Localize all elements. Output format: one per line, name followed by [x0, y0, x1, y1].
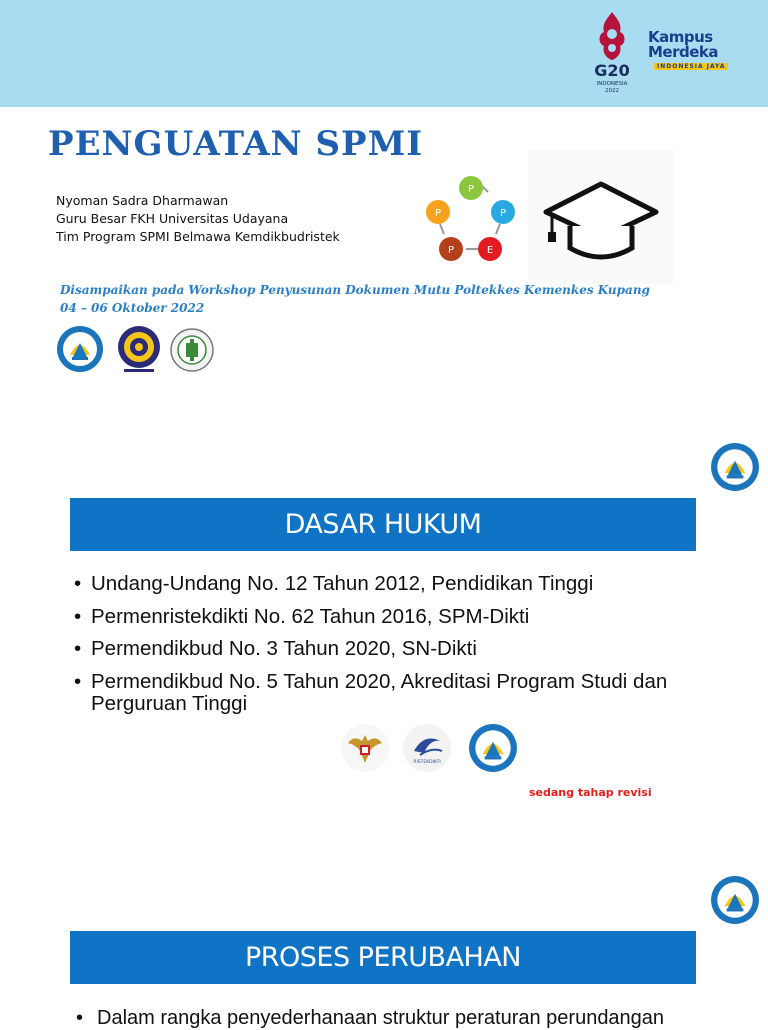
- km-tagline: INDONESIA JAYA: [654, 63, 728, 70]
- author-name: Nyoman Sadra Dharmawan: [56, 193, 229, 208]
- kampus-merdeka-logo: [648, 28, 738, 74]
- event-info: [60, 281, 650, 317]
- tut-wuri-handayani-logo: [710, 875, 760, 925]
- slide-proses-perubahan: [0, 850, 768, 1029]
- revision-note: sedang tahap revisi: [529, 786, 652, 799]
- list-item: • Permendikbud No. 5 Tahun 2020, Akreditasi Program Studi dan Perguruan Tinggi: [74, 671, 694, 715]
- ristekdikti-label: RISTEKDIKTI: [413, 760, 441, 765]
- cycle-letter: P: [434, 208, 442, 219]
- list-item: • Permenristekdikti No. 62 Tahun 2016, SPM-Dikti: [74, 606, 694, 628]
- tut-wuri-handayani-logo: [468, 723, 518, 773]
- g20-year: 2022: [605, 88, 619, 94]
- cycle-letter: P: [499, 208, 507, 219]
- km-line2: Merdeka: [648, 43, 719, 61]
- event-title: Disampaikan pada Workshop Penyusunan Dokumen Mutu Poltekkes Kemenkes Kupang: [60, 283, 650, 297]
- g20-logo: [586, 10, 638, 96]
- slide-title: [0, 0, 768, 415]
- author-team: Tim Program SPMI Belmawa Kemdikbudristek: [56, 229, 340, 244]
- cycle-letter: P: [447, 245, 455, 256]
- udayana-logo: [116, 325, 162, 373]
- author-block: [56, 192, 340, 246]
- page-title: PENGUATAN SPMI: [48, 124, 424, 164]
- ppepp-cycle-diagram: [420, 172, 526, 268]
- graduation-cap-icon: [528, 150, 674, 284]
- list-item: • Undang-Undang No. 12 Tahun 2012, Pendidikan Tinggi: [74, 573, 694, 595]
- garuda-pancasila-logo: [340, 723, 390, 773]
- poltekkes-kupang-logo: [170, 325, 214, 375]
- cycle-letter: E: [486, 245, 494, 256]
- g20-country: INDONESIA: [596, 81, 628, 87]
- cycle-letter: P: [467, 184, 475, 195]
- section-heading: DASAR HUKUM: [70, 498, 696, 551]
- km-line1: Kampus: [648, 28, 713, 46]
- event-date: 04 – 06 Oktober 2022: [60, 301, 205, 315]
- section-heading: PROSES PERUBAHAN: [70, 931, 696, 984]
- slide-dasar-hukum: [0, 415, 768, 850]
- list-item-text: Dalam rangka penyederhanaan struktur peraturan perundangan: [97, 1007, 665, 1029]
- tut-wuri-handayani-logo: [710, 442, 760, 492]
- tut-wuri-handayani-logo: [56, 325, 104, 373]
- list-item: • Permendikbud No. 3 Tahun 2020, SN-Dikti: [74, 638, 694, 660]
- bullet-dot: •: [76, 1007, 84, 1029]
- legal-basis-list: [74, 573, 694, 725]
- g20-text: G20: [594, 61, 630, 80]
- author-affiliation: Guru Besar FKH Universitas Udayana: [56, 211, 289, 226]
- ristekdikti-logo: [402, 723, 452, 773]
